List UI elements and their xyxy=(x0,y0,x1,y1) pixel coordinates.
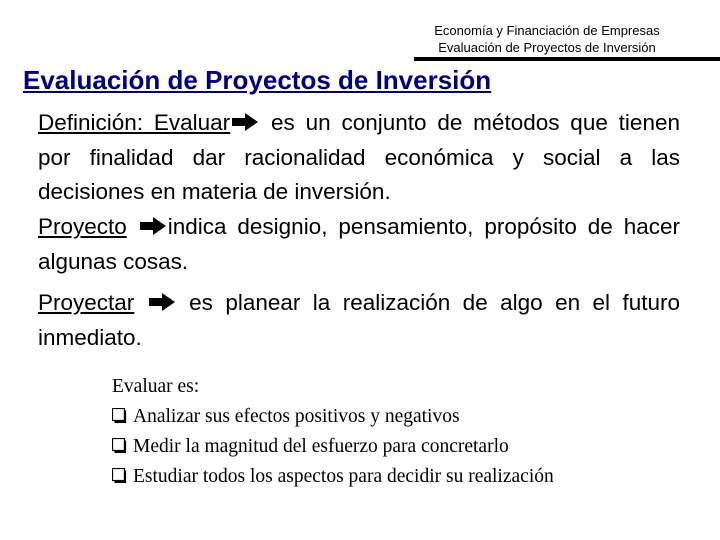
header-divider xyxy=(414,57,720,61)
proyectar-label: Proyectar xyxy=(38,290,135,315)
right-arrow-icon xyxy=(147,292,177,312)
list-item-text: Medir la magnitud del esfuerzo para concretarlo xyxy=(133,436,509,457)
list-item xyxy=(112,432,692,462)
proyecto-text: indica designio, pensamiento, propósito de hacer algunas cosas. xyxy=(38,214,680,274)
proyectar-paragraph xyxy=(38,286,680,355)
definition-label: Definición: Evaluar xyxy=(38,110,231,135)
definition-text: es un conjunto de métodos que tienen por finalidad dar racionalidad económica y social a las decisiones en materia de inversión. xyxy=(38,110,680,204)
right-arrow-icon xyxy=(138,216,168,236)
checkbox-bullet-icon xyxy=(112,408,127,423)
list-item xyxy=(112,402,692,432)
definition-paragraph xyxy=(38,106,680,210)
evaluar-list xyxy=(112,372,692,492)
header-line-1: Economía y Financiación de Empresas xyxy=(434,23,660,38)
proyecto-paragraph xyxy=(38,210,680,279)
slide-title: Evaluación de Proyectos de Inversión xyxy=(23,65,492,95)
proyectar-text: es planear la realización de algo en el futuro inmediato. xyxy=(38,290,680,350)
slide-header xyxy=(412,22,682,56)
list-item-text: Analizar sus efectos positivos y negativos xyxy=(133,406,460,427)
checkbox-bullet-icon xyxy=(112,468,127,483)
header-line-2: Evaluación de Proyectos de Inversión xyxy=(438,40,656,55)
proyecto-label: Proyecto xyxy=(38,214,127,239)
list-item-text: Estudiar todos los aspectos para decidir su realización xyxy=(133,466,554,487)
right-arrow-icon xyxy=(230,112,260,132)
evaluar-heading: Evaluar es: xyxy=(112,376,200,397)
list-item xyxy=(112,462,692,492)
checkbox-bullet-icon xyxy=(112,438,127,453)
